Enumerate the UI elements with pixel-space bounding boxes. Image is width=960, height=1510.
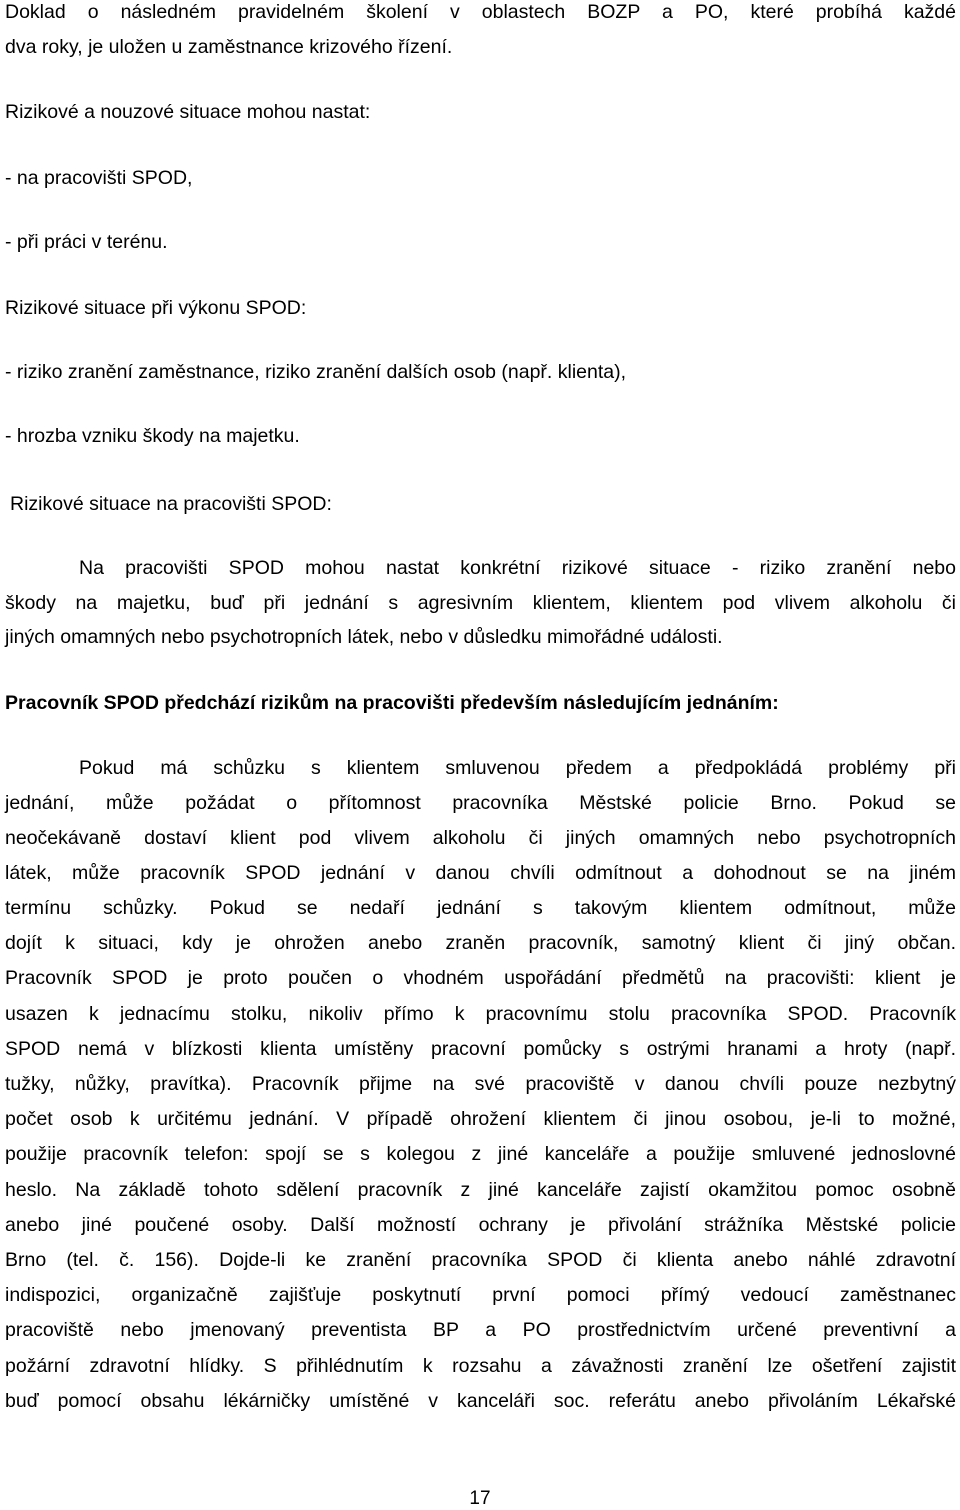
- paragraph-line: buď pomocí obsahu lékárničky umístěné v kanceláři soc. referátu anebo přivoláním Lékařské: [5, 1390, 956, 1412]
- page-number: 17: [469, 1488, 491, 1509]
- paragraph-line: dojít k situaci, kdy je ohrožen anebo zraněn pracovník, samotný klient či jiný občan.: [5, 932, 956, 954]
- paragraph-line: termínu schůzky. Pokud se nedaří jednání s takovým klientem odmítnout, může: [5, 897, 956, 919]
- paragraph-line: neočekávaně dostaví klient pod vlivem alkoholu či jiných omamných nebo psychotropních: [5, 827, 956, 849]
- paragraph-line: požární zdravotní hlídky. S přihlédnutím k rozsahu a závažnosti zranění lze ošetření zajistit: [5, 1355, 956, 1377]
- paragraph-line: jednání, může požádat o přítomnost pracovníka Městské policie Brno. Pokud se: [5, 792, 956, 814]
- paragraph-line: usazen k jednacímu stolku, nikoliv přímo k pracovnímu stolu pracovníka SPOD. Pracovník: [5, 1003, 956, 1025]
- list-item: - hrozba vzniku škody na majetku.: [5, 425, 300, 447]
- paragraph-line: Na pracovišti SPOD mohou nastat konkrétní rizikové situace - riziko zranění nebo: [79, 557, 956, 579]
- paragraph-line: použije pracovník telefon: spojí se s kolegou z jiné kanceláře a použije smluvené jednoslovné: [5, 1143, 956, 1165]
- intro-line: dva roky, je uložen u zaměstnance krizového řízení.: [5, 36, 453, 58]
- list-item: - riziko zranění zaměstnance, riziko zranění dalších osob (např. klienta),: [5, 361, 627, 383]
- list-item: - na pracovišti SPOD,: [5, 167, 193, 189]
- paragraph-line: jiných omamných nebo psychotropních látek, nebo v důsledku mimořádné události.: [5, 626, 723, 648]
- heading-prevention: Pracovník SPOD předchází rizikům na pracovišti především následujícím jednáním:: [5, 692, 779, 714]
- paragraph-line: anebo jiné poučené osoby. Další možností ochrany je přivolání strážníka Městské policie: [5, 1214, 956, 1236]
- paragraph-line: tužky, nůžky, pravítka). Pracovník přijme na své pracoviště v danou chvíli pouze nezbytný: [5, 1073, 956, 1095]
- paragraph-line: Pracovník SPOD je proto poučen o vhodném uspořádání předmětů na pracovišti: klient je: [5, 967, 956, 989]
- heading-risk-spod: Rizikové situace při výkonu SPOD:: [5, 297, 307, 319]
- intro-line: Doklad o následném pravidelném školení v oblastech BOZP a PO, které probíhá každé: [5, 1, 956, 23]
- paragraph-line: heslo. Na základě tohoto sdělení pracovník z jiné kanceláře zajistí okamžitou pomoc osobně: [5, 1179, 956, 1201]
- paragraph-line: látek, může pracovník SPOD jednání v danou chvíli odmítnout a dohodnout se na jiném: [5, 862, 956, 884]
- paragraph-line: Pokud má schůzku s klientem smluvenou předem a předpokládá problémy při: [79, 757, 956, 779]
- paragraph-line: SPOD nemá v blízkosti klienta umístěny pracovní pomůcky s ostrými hranami a hroty (např.: [5, 1038, 956, 1060]
- heading-risk-emergency: Rizikové a nouzové situace mohou nastat:: [5, 101, 371, 123]
- heading-risk-workplace: Rizikové situace na pracovišti SPOD:: [10, 493, 332, 515]
- paragraph-line: počet osob k určitému jednání. V případě ohrožení klientem či jinou osobou, je-li to možné,: [5, 1108, 956, 1130]
- list-item: - při práci v terénu.: [5, 231, 168, 253]
- paragraph-line: indispozici, organizačně zajišťuje poskytnutí první pomoci přímý vedoucí zaměstnanec: [5, 1284, 956, 1306]
- paragraph-line: pracoviště nebo jmenovaný preventista BP a PO prostřednictvím určené preventivní a: [5, 1319, 956, 1341]
- paragraph-line: Brno (tel. č. 156). Dojde-li ke zranění pracovníka SPOD či klienta anebo náhlé zdravotní: [5, 1249, 956, 1271]
- paragraph-line: škody na majetku, buď při jednání s agresivním klientem, klientem pod vlivem alkoholu či: [5, 592, 956, 614]
